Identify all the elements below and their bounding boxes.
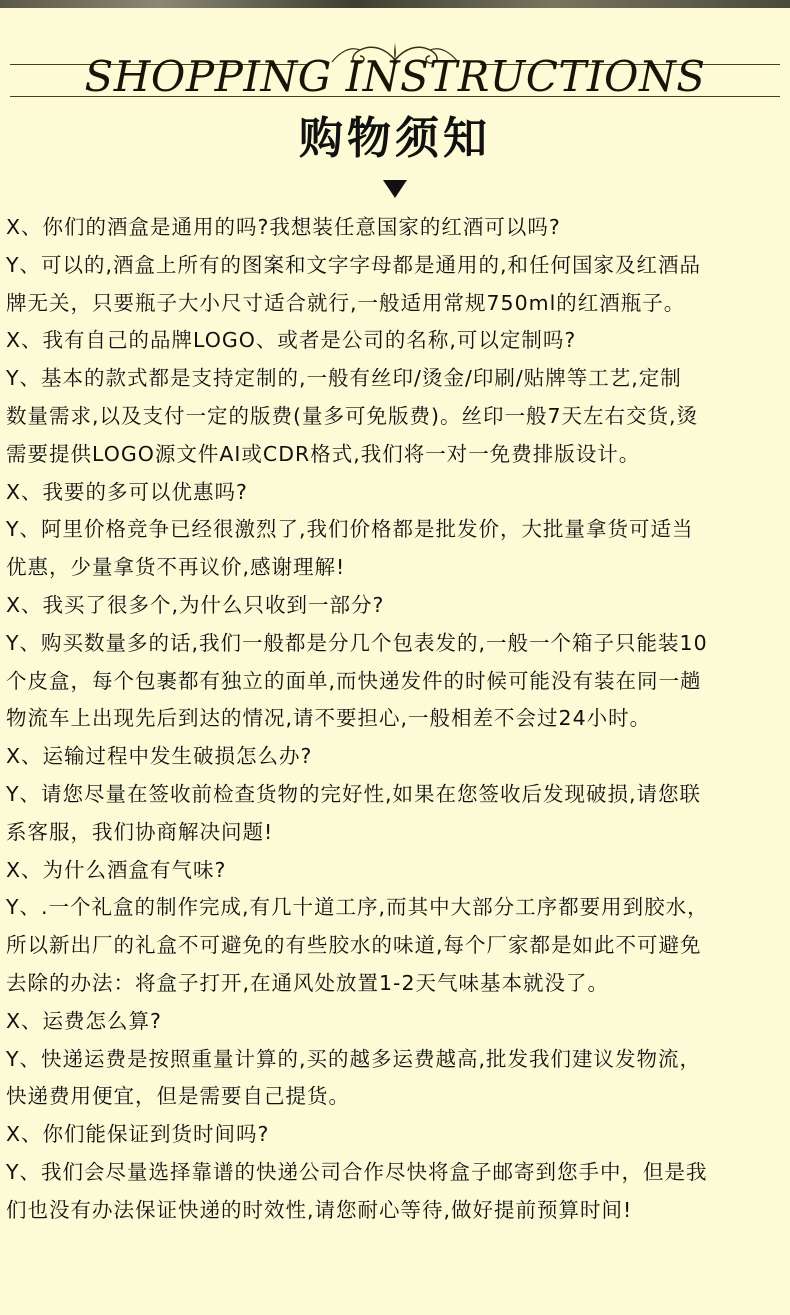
answer-line: Y、请您尽量在签收前检查货物的完好性,如果在您签收后发现破损,请您联 bbox=[6, 781, 702, 806]
answer-line: 系客服，我们协商解决问题! bbox=[6, 819, 274, 844]
answer-line: 需要提供LOGO源文件AI或CDR格式,我们将一对一免费排版设计。 bbox=[6, 441, 641, 466]
answer-line: Y、.一个礼盒的制作完成,有几十道工序,而其中大部分工序都要用到胶水， bbox=[6, 895, 709, 920]
qa-list bbox=[0, 209, 790, 1230]
answer-line: Y、购买数量多的话,我们一般都是分几个包表发的,一般一个箱子只能装10 bbox=[6, 630, 708, 655]
header-rule-lower bbox=[10, 96, 780, 97]
down-arrow-icon bbox=[383, 180, 407, 198]
chinese-title: 购物须知 bbox=[299, 113, 491, 164]
question-line: X、我买了很多个,为什么只收到一部分? bbox=[6, 592, 385, 617]
answer-line: 所以新出厂的礼盒不可避免的有些胶水的味道,每个厂家都是如此不可避免 bbox=[6, 933, 702, 958]
answer-line: 数量需求,以及支付一定的版费(量多可免版费)。丝印一般7天左右交货,烫 bbox=[6, 403, 699, 428]
question-line: X、运输过程中发生破损怎么办? bbox=[6, 744, 313, 769]
answer-line: Y、我们会尽量选择靠谱的快递公司合作尽快将盒子邮寄到您手中，但是我 bbox=[6, 1159, 708, 1184]
question-line: X、为什么酒盒有气味? bbox=[6, 857, 227, 882]
top-image-strip bbox=[0, 0, 790, 8]
question-line: X、你们能保证到货时间吗? bbox=[6, 1122, 270, 1147]
question-line: X、我要的多可以优惠吗? bbox=[6, 479, 248, 504]
answer-line: 牌无关，只要瓶子大小尺寸适合就行,一般适用常规750ml的红酒瓶子。 bbox=[6, 290, 686, 315]
answer-line: 个皮盒，每个包裹都有独立的面单,而快递发件的时候可能没有装在同一趟 bbox=[6, 668, 702, 693]
question-line: X、你们的酒盒是通用的吗?我想装任意国家的红酒可以吗? bbox=[6, 215, 561, 239]
answer-line: Y、可以的,酒盒上所有的图案和文字字母都是通用的,和任何国家及红酒品 bbox=[6, 252, 702, 277]
answer-line: Y、快递运费是按照重量计算的,买的越多运费越高,批发我们建议发物流， bbox=[6, 1046, 702, 1071]
answer-line: Y、基本的款式都是支持定制的,一般有丝印/烫金/印刷/贴牌等工艺,定制 bbox=[6, 366, 682, 391]
question-line: X、我有自己的品牌LOGO、或者是公司的名称,可以定制吗? bbox=[6, 328, 577, 353]
question-line: X、运费怎么算? bbox=[6, 1008, 162, 1033]
instructions-header bbox=[0, 8, 790, 204]
answer-line: 快递费用便宜，但是需要自己提货。 bbox=[6, 1084, 350, 1109]
english-title: SHOPPING INSTRUCTIONS bbox=[84, 52, 706, 101]
answer-line: Y、阿里价格竞争已经很激烈了,我们价格都是批发价，大批量拿货可适当 bbox=[6, 517, 694, 542]
answer-line: 优惠，少量拿货不再议价,感谢理解! bbox=[6, 555, 346, 580]
answer-line: 物流车上出现先后到达的情况,请不要担心,一般相差不会过24小时。 bbox=[6, 706, 652, 731]
answer-line: 去除的办法：将盒子打开,在通风处放置1-2天气味基本就没了。 bbox=[6, 970, 609, 995]
answer-line: 们也没有办法保证快递的时效性,请您耐心等待,做好提前预算时间! bbox=[6, 1197, 633, 1222]
